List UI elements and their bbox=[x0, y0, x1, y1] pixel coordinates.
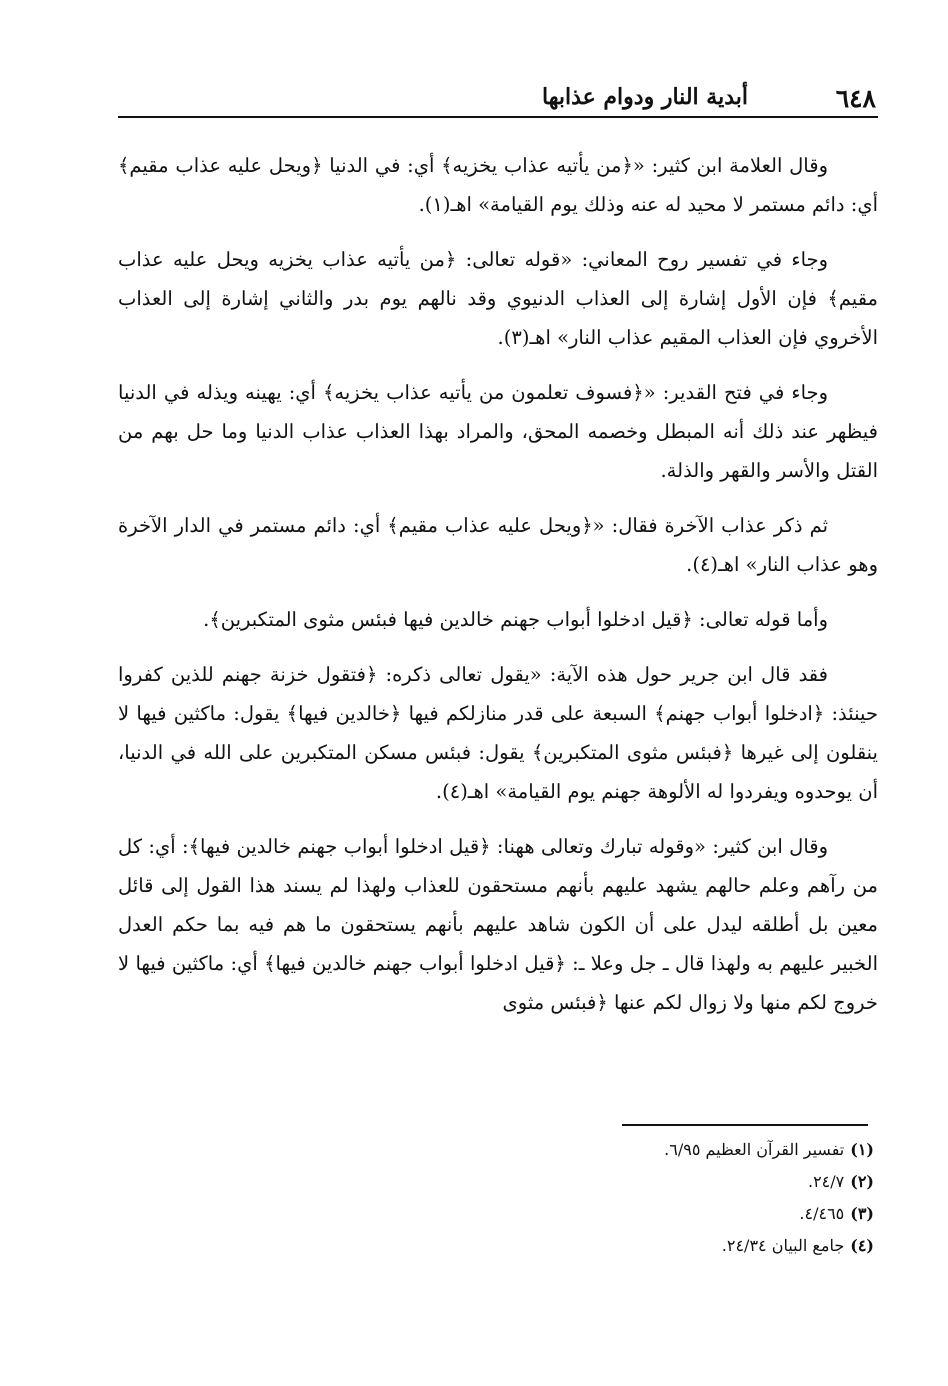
footnote-number: (٤) bbox=[850, 1236, 874, 1255]
running-title: أبدية النار ودوام عذابها bbox=[532, 84, 758, 110]
paragraph-ibn-jarir: فقد قال ابن جرير حول هذه الآية: «يقول تعالى ذكره: ﴿فتقول خزنة جهنم للذين كفروا حينئذ: ﴿ادخلوا أبواب جهنم﴾ السبعة على قدر منازلكم فيها ﴿خالدين فيها﴾ يقول: ماكثين فيها لا ينقلون إلى غيرها ﴿فبئس مثوى المتكبرين﴾ يقول: فبئس مسكن المتكبرين على الله في الدنيا، أن يوحدوه ويفردوا له الألوهة جهنم يوم القيامة» اهـ(٤). bbox=[118, 663, 878, 803]
footnote-text: تفسير القرآن العظيم ٦/٩٥. bbox=[664, 1140, 845, 1159]
paragraph-akhirah-punishment: ثم ذكر عذاب الآخرة فقال: «﴿ويحل عليه عذاب مقيم﴾ أي: دائم مستمر في الدار الآخرة وهو عذاب النار» اهـ(٤). bbox=[118, 514, 878, 576]
footnote-text: ٢٤/٧. bbox=[807, 1172, 845, 1191]
paragraph-ibn-kathir-1: وقال العلامة ابن كثير: «﴿من يأتيه عذاب يخزيه﴾ أي: في الدنيا ﴿ويحل عليه عذاب مقيم﴾ أي: دائم مستمر لا محيد له عنه وذلك يوم القيامة» اهـ(١). bbox=[118, 154, 878, 216]
paragraph-ibn-kathir-2: وقال ابن كثير: «وقوله تبارك وتعالى ههنا: ﴿قيل ادخلوا أبواب جهنم خالدين فيها﴾: أي: كل من رآهم وعلم حالهم يشهد عليهم بأنهم مستحقون للعذاب ولهذا لم يسند هذا القول إلى قائل معين بل أطلقه ليدل على أن الكون شاهد عليهم بأنهم يستحقون ما هم فيه بما حكم العدل الخبير عليهم به ولهذا قال ـ جل وعلا ـ: ﴿قيل ادخلوا أبواب جهنم خالدين فيها﴾ أي: ماكثين فيها لا خروج لكم منها ولا زوال لكم عنها ﴿فبئس مثوى bbox=[118, 835, 878, 1014]
footnote-item bbox=[500, 1230, 874, 1262]
page-header bbox=[118, 82, 878, 124]
footnote-number: (٣) bbox=[850, 1204, 874, 1223]
header-rule bbox=[118, 116, 878, 118]
footnote-item bbox=[500, 1198, 874, 1230]
footnote-number: (١) bbox=[850, 1140, 874, 1159]
paragraph-fath-al-qadir: وجاء في فتح القدير: «﴿فسوف تعلمون من يأتيه عذاب يخزيه﴾ أي: يهينه ويذله في الدنيا فيظهر عند ذلك أنه المبطل وخصمه المحق، والمراد بهذا العذاب عذاب الدنيا وما حل بهم من القتل والأسر والقهر والذلة. bbox=[118, 381, 878, 482]
footnote-item bbox=[500, 1134, 874, 1166]
footnote-separator bbox=[622, 1124, 868, 1126]
paragraph-verse-quote: وأما قوله تعالى: ﴿قيل ادخلوا أبواب جهنم خالدين فيها فبئس مثوى المتكبرين﴾. bbox=[203, 608, 828, 631]
footnote-text: ٤/٤٦٥. bbox=[799, 1204, 845, 1223]
footnote-number: (٢) bbox=[850, 1172, 874, 1191]
body-text bbox=[118, 146, 878, 1038]
page-number: ٦٤٨ bbox=[826, 84, 876, 113]
footnotes bbox=[500, 1134, 874, 1262]
footnote-text: جامع البيان ٢٤/٣٤. bbox=[721, 1236, 845, 1255]
footnote-item bbox=[500, 1166, 874, 1198]
paragraph-ruh-al-maani: وجاء في تفسير روح المعاني: «قوله تعالى: ﴿من يأتيه عذاب يخزيه ويحل عليه عذاب مقيم﴾ فإن الأول إشارة إلى العذاب الدنيوي وقد نالهم يوم بدر والثاني إشارة إلى العذاب الأخروي فإن العذاب المقيم عذاب النار» اهـ(٣). bbox=[118, 248, 878, 349]
